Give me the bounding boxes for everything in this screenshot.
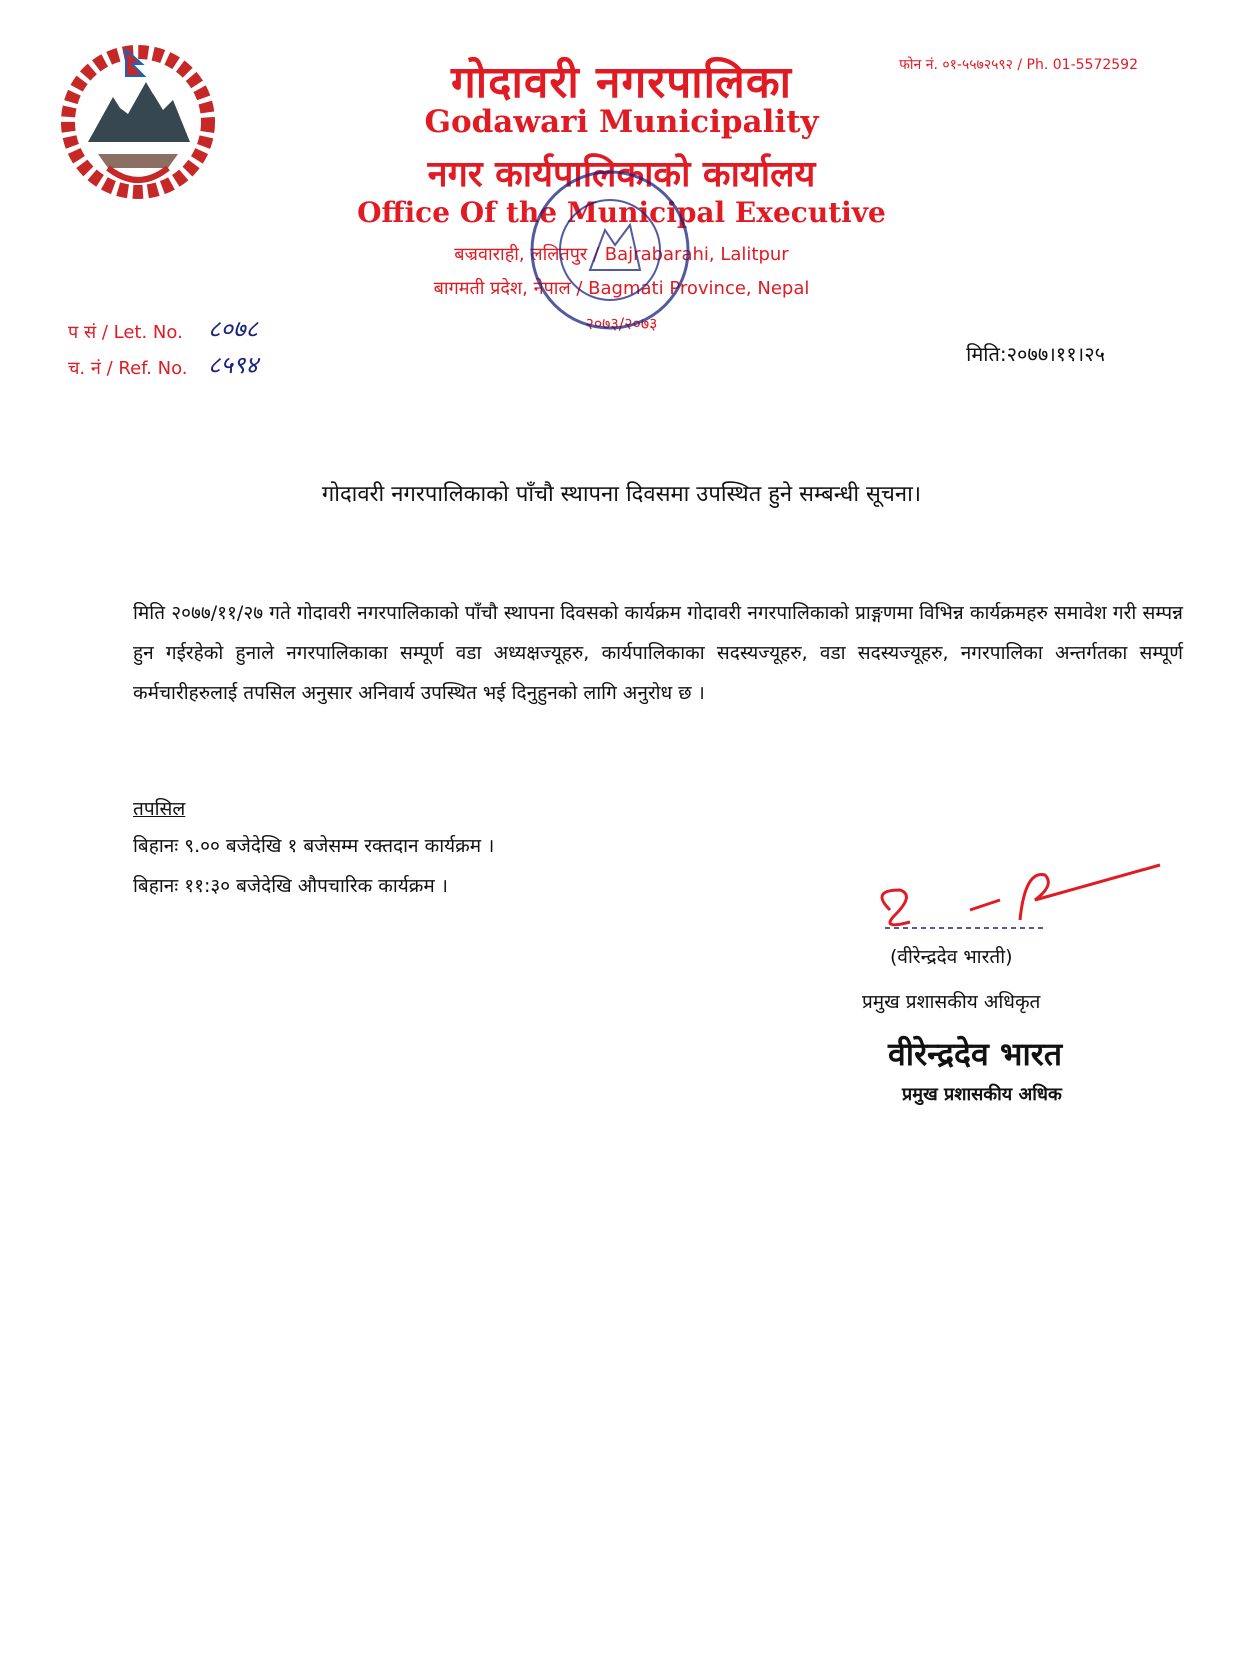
schedule-item: बिहानः ९.०० बजेदेखि १ बजेसम्म रक्तदान कार्यक्रम । [133, 835, 495, 857]
body-paragraph: मिति २०७७/११/२७ गते गोदावरी नगरपालिकाको पाँचौ स्थापना दिवसको कार्यक्रम गोदावरी नगरपालिकाको प्राङ्गणमा विभिन्न कार्यक्रमहरु समावेश गरी सम्पन्न हुन गईरहेको हुनाले नगरपालिकाका सम्पूर्ण वडा अध्यक्षज्यूहरु, कार्यपालिकाका सदस्यज्यूहरु, वडा सदस्यज्यूहरु, नगरपालिका अन्तर्गतका सम्पूर्ण कर्मचारीहरुलाई तपसिल अनुसार अनिवार्य उपस्थित भई दिनुहुनको लागि अनुरोध छ । [133, 602, 1183, 704]
name-stamp: वीरेन्द्रदेव भारत [888, 1035, 1063, 1073]
office-title-nepali: नगर कार्यपालिकाको कार्यालय [427, 154, 816, 195]
municipality-title-nepali: गोदावरी नगरपालिका [450, 57, 793, 108]
established-year: २०७३/२०७३ [585, 314, 658, 333]
municipality-title-english: Godawari Municipality [424, 104, 819, 140]
municipality-seal-icon [520, 160, 700, 340]
office-title-english: Office Of the Municipal Executive [357, 196, 886, 229]
letter-number-value: ८०७८ [208, 315, 258, 343]
subject-line: गोदावरी नगरपालिकाको पाँचौ स्थापना दिवसमा उपस्थित हुने सम्बन्धी सूचना। [321, 482, 922, 507]
letter-number-label: प सं / Let. No. [68, 322, 183, 343]
phone-number: फोन नं. ०१-५५७२५९२ / Ph. 01-5572592 [899, 57, 1138, 73]
handwritten-signature-icon [860, 860, 1180, 940]
designation-stamp: प्रमुख प्रशासकीय अधिक [902, 1084, 1062, 1105]
address-line-1: बज्रवाराही, ललितपुर / Bajrabarahi, Lalitpur [454, 244, 789, 265]
address-line-2: बागमती प्रदेश, नेपाल / Bagmati Province, Nepal [433, 278, 810, 299]
reference-number-value: ८५९४ [208, 351, 258, 379]
schedule-heading: तपसिल [133, 798, 186, 820]
signatory-designation: प्रमुख प्रशासकीय अधिकृत [862, 991, 1041, 1013]
signatory-name: (वीरेन्द्रदेव भारती) [890, 946, 1013, 968]
schedule-item: बिहानः ११:३० बजेदेखि औपचारिक कार्यक्रम । [133, 875, 448, 897]
letter-date: मिति:२०७७।११।२५ [966, 342, 1105, 366]
reference-number-label: च. नं / Ref. No. [68, 358, 188, 379]
